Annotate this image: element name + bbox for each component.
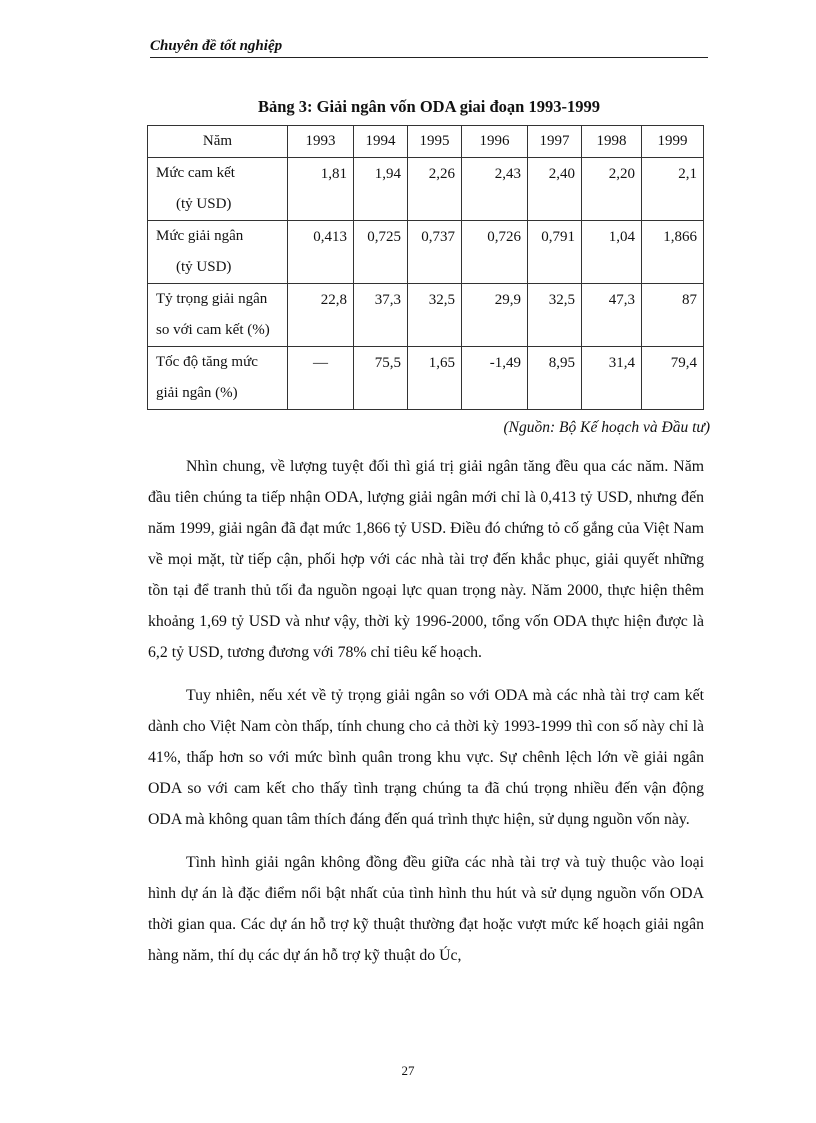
table-row-commitment <box>148 158 704 221</box>
header-rule <box>150 57 708 58</box>
table-cell: 2,43 <box>462 158 528 221</box>
table-cell: 29,9 <box>462 284 528 347</box>
table-cell: 0,413 <box>288 221 354 284</box>
row-label-line2: (tỷ USD) <box>176 259 232 275</box>
row-label <box>148 221 288 284</box>
table-cell: 1,65 <box>408 347 462 410</box>
table-cell: 8,95 <box>528 347 582 410</box>
table-cell: 0,725 <box>354 221 408 284</box>
table-cell: 1,94 <box>354 158 408 221</box>
row-label-line2: so với cam kết (%) <box>156 322 270 338</box>
table-source-note: (Nguồn: Bộ Kế hoạch và Đầu tư) <box>503 419 710 436</box>
header-cell-year-1994: 1994 <box>354 126 408 158</box>
row-label <box>148 347 288 410</box>
table-cell: 2,26 <box>408 158 462 221</box>
row-label-line2: (tỷ USD) <box>176 196 232 212</box>
table-cell: 1,81 <box>288 158 354 221</box>
table-title: Bảng 3: Giải ngân vốn ODA giai đoạn 1993-1999 <box>258 97 600 116</box>
table-cell: 32,5 <box>528 284 582 347</box>
row-label-line2: giải ngân (%) <box>156 385 238 401</box>
table-cell: 1,866 <box>642 221 704 284</box>
table-row-growth-rate <box>148 347 704 410</box>
table-cell: 2,1 <box>642 158 704 221</box>
table-cell: 37,3 <box>354 284 408 347</box>
header-title: Chuyên đề tốt nghiệp <box>150 38 283 54</box>
table-cell: 0,726 <box>462 221 528 284</box>
page-header <box>150 36 708 58</box>
row-label <box>148 284 288 347</box>
row-label <box>148 158 288 221</box>
table-cell: 47,3 <box>582 284 642 347</box>
row-label-line1: Mức giải ngân <box>156 228 244 244</box>
row-label-line1: Mức cam kết <box>156 165 235 181</box>
header-cell-year-1997: 1997 <box>528 126 582 158</box>
table-cell: 2,20 <box>582 158 642 221</box>
table-cell: 1,04 <box>582 221 642 284</box>
body-text <box>148 451 704 983</box>
table-cell: 22,8 <box>288 284 354 347</box>
row-label-line1: Tốc độ tăng mức <box>156 354 258 370</box>
header-cell-year-1999: 1999 <box>642 126 704 158</box>
table-cell: -1,49 <box>462 347 528 410</box>
table-row-disbursement-ratio <box>148 284 704 347</box>
table-cell: 79,4 <box>642 347 704 410</box>
table-cell: 75,5 <box>354 347 408 410</box>
table-cell: 32,5 <box>408 284 462 347</box>
paragraph: Nhìn chung, về lượng tuyệt đối thì giá trị giải ngân tăng đều qua các năm. Năm đầu tiên chúng ta tiếp nhận ODA, lượng giải ngân mới chỉ là 0,413 tỷ USD, nhưng đến năm 1999, giải ngân đã đạt mức 1,866 tỷ USD. Điều đó chứng tỏ cố gắng của Việt Nam về mọi mặt, từ tiếp cận, phối hợp với các nhà tài trợ đến khắc phục, giải quyết những tồn tại để tranh thủ tối đa nguồn ngoại lực quan trọng này. Năm 2000, thực hiện thêm khoảng 1,69 tỷ USD và như vậy, thời kỳ 1996-2000, tổng vốn ODA thực hiện được là 6,2 tỷ USD, tương đương với 78% chỉ tiêu kế hoạch. <box>148 458 704 661</box>
paragraph: Tình hình giải ngân không đồng đều giữa các nhà tài trợ và tuỳ thuộc vào loại hình dự án là đặc điểm nổi bật nhất của tình hình thu hút và sử dụng nguồn vốn ODA thời gian qua. Các dự án hỗ trợ kỹ thuật thường đạt hoặc vượt mức kế hoạch giải ngân hàng năm, thí dụ các dự án hỗ trợ kỹ thuật do Úc, <box>148 854 704 964</box>
page-number: 27 <box>401 1063 415 1078</box>
paragraph: Tuy nhiên, nếu xét về tỷ trọng giải ngân so với ODA mà các nhà tài trợ cam kết dành cho Việt Nam còn thấp, tính chung cho cả thời kỳ 1993-1999 thì con số này chỉ là 41%, thấp hơn so với mức bình quân trong khu vực. Sự chênh lệch lớn về giải ngân ODA so với cam kết cho thấy tình trạng chúng ta đã chú trọng nhiều đến vận động ODA mà không quan tâm thích đáng đến quá trình thực hiện, sử dụng nguồn vốn này. <box>148 687 704 828</box>
table-cell-dash: — <box>288 347 354 410</box>
table-cell: 31,4 <box>582 347 642 410</box>
header-cell-year-1998: 1998 <box>582 126 642 158</box>
table-header-row <box>148 126 704 158</box>
header-cell-year: Năm <box>148 126 288 158</box>
header-cell-year-1996: 1996 <box>462 126 528 158</box>
header-cell-year-1993: 1993 <box>288 126 354 158</box>
table-cell: 0,791 <box>528 221 582 284</box>
table-cell: 87 <box>642 284 704 347</box>
oda-disbursement-table <box>147 125 704 410</box>
row-label-line1: Tỷ trọng giải ngân <box>156 291 268 307</box>
table-cell: 0,737 <box>408 221 462 284</box>
table-cell: 2,40 <box>528 158 582 221</box>
header-cell-year-1995: 1995 <box>408 126 462 158</box>
table-row-disbursement <box>148 221 704 284</box>
